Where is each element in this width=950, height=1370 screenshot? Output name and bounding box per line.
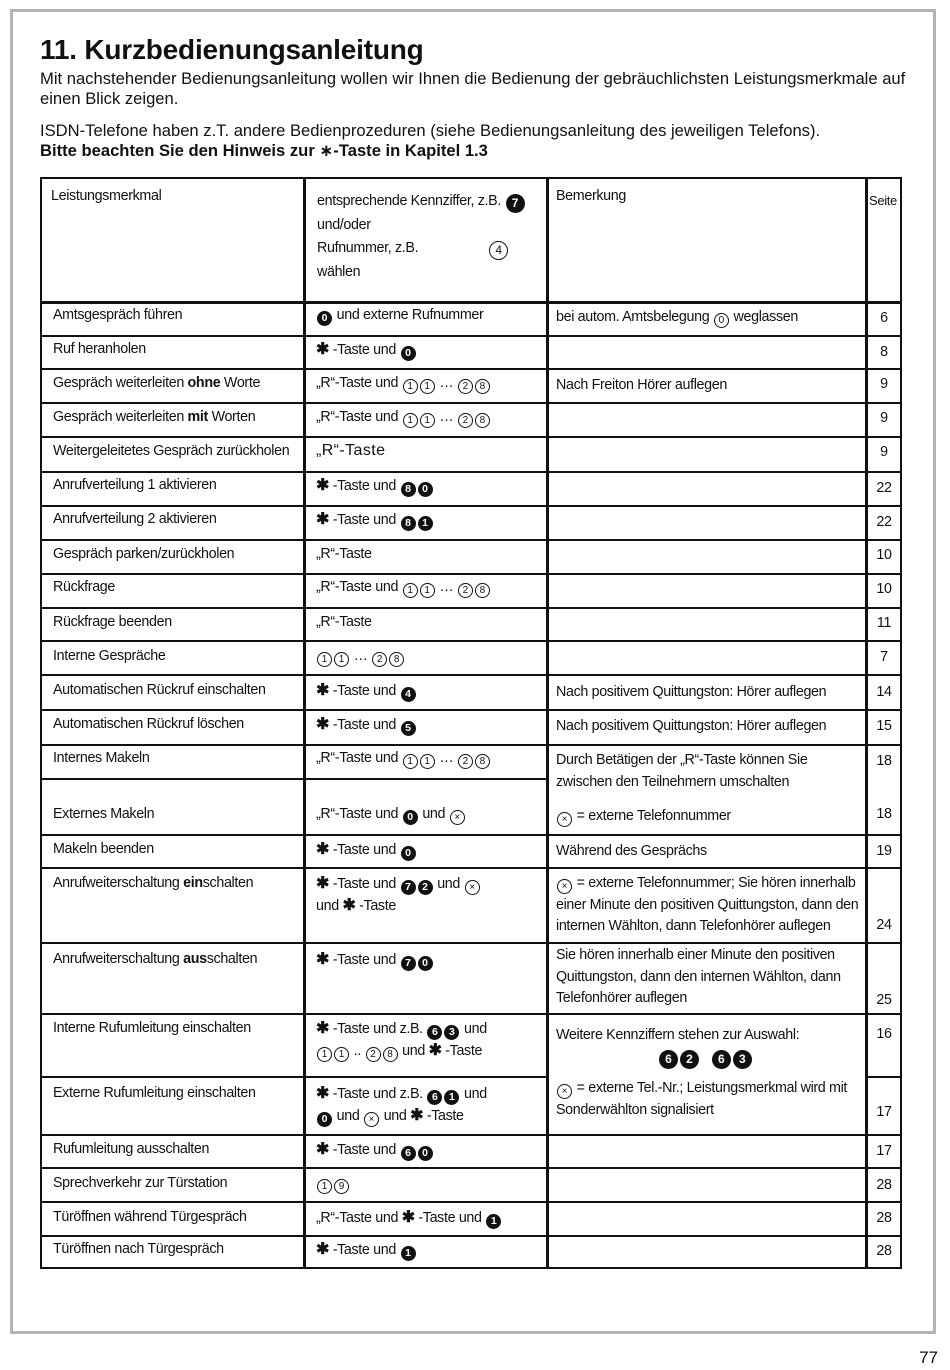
table-cell: × = externe Tel.-Nr.; Leistungsmerkmal wird mit Sonderwählton signalisiert	[556, 1080, 848, 1118]
digit-key-icon: 2	[680, 1050, 699, 1069]
digit-0-icon: 0	[317, 311, 332, 326]
table-cell: Internes Makeln	[53, 750, 150, 766]
digit-key-icon: 6	[427, 1025, 442, 1040]
digit-key-icon: 0	[401, 846, 416, 861]
table-row-page: 15	[876, 718, 892, 734]
row-divider	[40, 1013, 902, 1015]
digit-outline-icon: 1	[317, 652, 332, 667]
row-divider	[40, 335, 902, 337]
digit-outline-icon: 1	[317, 1179, 332, 1194]
row-divider	[40, 471, 902, 473]
row-divider	[40, 867, 902, 869]
table-row-page: 19	[876, 843, 892, 859]
star-key-icon: ✱	[316, 1141, 330, 1158]
row-divider	[40, 1267, 902, 1269]
star-key-icon: ✱	[342, 897, 356, 914]
table-cell: „R“-Taste und 1 1 … 2 8	[316, 748, 491, 770]
row-divider	[40, 573, 902, 575]
digit-key-icon: 0	[418, 1146, 433, 1161]
table-cell: Interne Gespräche	[53, 648, 166, 664]
table-row-page: 9	[880, 376, 888, 392]
table-cell: Gespräch weiterleiten mit Worten	[53, 409, 256, 425]
table-cell: ✱ -Taste und 1	[316, 1239, 417, 1262]
digit-key-icon: 0	[418, 482, 433, 497]
table-cell: ✱ -Taste und 7 0	[316, 949, 434, 972]
digit-key-icon: 8	[401, 482, 416, 497]
digit-outline-icon: 1	[334, 652, 349, 667]
star-key-icon: ✱	[316, 1241, 330, 1258]
digit-key-icon: 3	[733, 1050, 752, 1069]
row-divider	[40, 744, 902, 746]
star-key-icon: ✱	[316, 716, 330, 733]
table-border	[40, 177, 42, 1269]
table-cell: Anrufverteilung 2 aktivieren	[53, 511, 217, 527]
digit-key-icon: 1	[418, 516, 433, 531]
table-cell: × = externe Telefonnummer; Sie hören innerhalb einer Minute den positiven Quittungston, dann den internen Wählton, dann Telefonhörer auflegen	[556, 875, 859, 934]
row-divider	[40, 1167, 902, 1169]
row-divider	[40, 640, 902, 642]
row-divider	[40, 942, 902, 944]
digit-key-icon: 8	[401, 516, 416, 531]
digit-0-outline-icon: 0	[714, 313, 729, 328]
digit-outline-icon: 1	[317, 1047, 332, 1062]
digit-key-icon: 1	[401, 1246, 416, 1261]
table-row-page: 9	[880, 444, 888, 460]
header-remark: Bemerkung	[556, 188, 626, 204]
table-cell: ✱ -Taste und z.B. 6 1 und 0 und × und ✱ -Taste	[316, 1085, 487, 1125]
table-row-page: 22	[876, 480, 892, 496]
table-cell: Nach Freiton Hörer auflegen	[556, 377, 727, 393]
star-key-icon: ✱	[316, 511, 330, 528]
header-divider	[40, 301, 902, 304]
table-cell: „R“-Taste	[316, 546, 372, 562]
star-key-icon: ✱	[316, 951, 330, 968]
table-row-page: 17	[876, 1104, 892, 1120]
digit-key-icon: 6	[659, 1050, 678, 1069]
table-cell: × = externe Telefonnummer	[556, 806, 731, 828]
digit-outline-icon: 1	[403, 754, 418, 769]
table-cell: Makeln beenden	[53, 841, 154, 857]
table-row-page: 28	[876, 1177, 892, 1193]
digit-key-icon: 0	[418, 956, 433, 971]
table-cell: ✱ -Taste und 7 2 und × und ✱ -Taste	[316, 873, 481, 917]
digit-outline-icon: ×	[557, 812, 572, 827]
star-key-icon: ✱	[316, 682, 330, 699]
digit-outline-icon: 1	[334, 1047, 349, 1062]
digit-key-icon: 0	[403, 810, 418, 825]
digit-key-icon: 7	[401, 956, 416, 971]
table-row-page: 28	[876, 1210, 892, 1226]
table-row-remark: bei autom. Amtsbelegung 0 weglassen	[556, 309, 798, 326]
star-key-icon: ✱	[316, 341, 330, 358]
table-cell: Rückfrage beenden	[53, 614, 172, 630]
digit-key-icon: 5	[401, 721, 416, 736]
table-row-page: 24	[876, 917, 892, 933]
table-cell: Gespräch parken/zurückholen	[53, 546, 235, 562]
page-title: 11. Kurzbedienungsanleitung	[40, 34, 424, 65]
table-row-page: 18	[876, 806, 892, 822]
header-code: entsprechende Kennziffer, z.B. 7 und/oder Rufnummer, z.B. 4 wählen	[317, 190, 526, 284]
table-cell: „R“-Taste und 0 und ×	[316, 804, 466, 826]
digit-outline-icon: 8	[475, 583, 490, 598]
digit-key-icon: 6	[427, 1090, 442, 1105]
digit-outline-icon: 1	[420, 413, 435, 428]
digit-key-icon: 4	[401, 687, 416, 702]
digit-outline-icon: 1	[420, 379, 435, 394]
table-cell: „R“-Taste	[316, 614, 372, 630]
table-cell: Weitergeleitetes Gespräch zurückholen	[53, 443, 290, 459]
digit-4-outline-icon: 4	[489, 241, 508, 260]
table-cell: Sprechverkehr zur Türstation	[53, 1175, 228, 1191]
table-cell	[316, 1173, 350, 1195]
row-divider	[40, 1235, 902, 1237]
digit-outline-icon: ×	[557, 879, 572, 894]
table-cell: Sie hören innerhalb einer Minute den positiven Quittungston, dann den internen Wählton, dann Telefonhörer auflegen	[556, 947, 841, 1006]
digit-key-icon: 0	[317, 1112, 332, 1127]
table-cell: Weitere Kennziffern stehen zur Auswahl:	[556, 1027, 800, 1043]
row-divider	[40, 505, 902, 507]
column-divider	[546, 177, 549, 1269]
digit-outline-icon: 2	[458, 413, 473, 428]
digit-key-icon: 2	[418, 880, 433, 895]
header-page: Seite	[869, 193, 897, 208]
table-cell: 1 1 … 2 8	[316, 646, 405, 668]
row-divider	[40, 1134, 902, 1136]
digit-key-icon: 1	[444, 1090, 459, 1105]
table-cell: Durch Betätigen der „R“-Taste können Sie zwischen den Teilnehmern umschalten	[556, 752, 808, 790]
row-divider	[40, 1201, 902, 1203]
table-cell: Während des Gesprächs	[556, 843, 707, 859]
intro-text: Mit nachstehender Bedienungsanleitung wollen wir Ihnen die Bedienung der gebräuchlichsten Leistungsmerkmale auf einen Blick zeigen.	[40, 69, 906, 108]
row-divider	[40, 368, 902, 370]
digit-outline-icon: 2	[458, 583, 473, 598]
digit-outline-icon: 8	[475, 379, 490, 394]
table-row-page: 9	[880, 410, 888, 426]
row-divider	[866, 1076, 902, 1078]
table-cell: „R“-Taste und ✱ -Taste und 1	[316, 1207, 502, 1230]
table-cell: ✱ -Taste und 4	[316, 680, 417, 703]
table-cell: „R“-Taste und 1 1 … 2 8	[316, 373, 491, 395]
table-row-page: 10	[876, 547, 892, 563]
quick-reference-table	[40, 177, 902, 1269]
row-divider	[40, 177, 902, 179]
star-key-icon: ✱	[316, 477, 330, 494]
star-key-icon: ✱	[316, 1020, 330, 1037]
digit-key-icon: 3	[444, 1025, 459, 1040]
digit-key-icon: 0	[401, 346, 416, 361]
star-key-icon: ✱	[316, 1085, 330, 1102]
table-cell: Ruf heranholen	[53, 341, 146, 357]
table-cell: Rückfrage	[53, 579, 116, 595]
table-cell: ✱ -Taste und 8 0	[316, 475, 434, 498]
table-cell: ✱ -Taste und 6 0	[316, 1139, 434, 1162]
digit-outline-icon: 8	[475, 754, 490, 769]
table-row-page: 18	[876, 753, 892, 769]
digit-outline-icon: 8	[475, 413, 490, 428]
table-row-page: 22	[876, 514, 892, 530]
table-cell: ✱ -Taste und z.B. 6 3 und 1 1 .. 2 8 und ✱ -Taste	[316, 1020, 487, 1060]
digit-outline-icon: 2	[458, 379, 473, 394]
table-cell: Interne Rufumleitung einschalten	[53, 1020, 251, 1036]
digit-outline-icon: 2	[366, 1047, 381, 1062]
star-key-icon: ✱	[401, 1209, 415, 1226]
star-key-icon: ✱	[316, 875, 330, 892]
table-cell: „R“-Taste und 1 1 … 2 8	[316, 407, 491, 429]
digit-outline-icon: 1	[420, 754, 435, 769]
isdn-note: ISDN-Telefone haben z.T. andere Bedienprozeduren (siehe Bedienungsanleitung des jeweiligen Telefons).	[40, 121, 821, 140]
row-divider	[40, 402, 902, 404]
digit-outline-icon: 2	[372, 652, 387, 667]
table-cell: ✱ -Taste und 0	[316, 339, 417, 362]
row-divider	[40, 607, 902, 609]
digit-outline-icon: 1	[403, 379, 418, 394]
digit-outline-icon: ×	[465, 880, 480, 895]
digit-outline-icon: 1	[420, 583, 435, 598]
digit-outline-icon: 9	[334, 1179, 349, 1194]
table-row-page: 16	[876, 1026, 892, 1042]
star-key-hint: Bitte beachten Sie den Hinweis zur ∗-Taste in Kapitel 1.3	[40, 141, 488, 160]
table-row-page: 11	[876, 615, 892, 631]
table-cell: „R“-Taste	[316, 442, 386, 459]
star-key-icon: ✱	[428, 1042, 442, 1059]
table-row-feature: Amtsgespräch führen	[53, 307, 183, 323]
table-cell: ✱ -Taste und 0	[316, 839, 417, 862]
table-row-page: 28	[876, 1243, 892, 1259]
digit-key-icon: 6	[712, 1050, 731, 1069]
row-divider	[40, 778, 548, 780]
table-cell: Türöffnen nach Türgespräch	[53, 1241, 224, 1257]
column-divider	[303, 177, 306, 1269]
table-row-code: 0 und externe Rufnummer	[316, 305, 483, 327]
table-row-page: 7	[880, 649, 888, 665]
table-cell: Automatischen Rückruf löschen	[53, 716, 244, 732]
table-cell: Türöffnen während Türgespräch	[53, 1209, 247, 1225]
table-row-page: 17	[876, 1143, 892, 1159]
star-key-icon: ✱	[410, 1107, 424, 1124]
external-number-icon: ×	[450, 810, 465, 825]
row-divider	[40, 539, 902, 541]
star-key-icon: ✱	[316, 841, 330, 858]
digit-outline-icon: 1	[403, 583, 418, 598]
table-cell: Automatischen Rückruf einschalten	[53, 682, 266, 698]
digit-outline-icon: 8	[383, 1047, 398, 1062]
table-cell: Gespräch weiterleiten ohne Worte	[53, 375, 261, 391]
table-cell: Anrufweiterschaltung ausschalten	[53, 951, 258, 967]
table-cell: Anrufverteilung 1 aktivieren	[53, 477, 217, 493]
digit-key-icon: 6	[401, 1146, 416, 1161]
row-divider	[40, 1076, 548, 1078]
alternative-codes	[658, 1047, 753, 1069]
row-divider	[40, 834, 902, 836]
table-cell: „R“-Taste und 1 1 … 2 8	[316, 577, 491, 599]
digit-key-icon: 1	[486, 1214, 501, 1229]
page-number: 77	[919, 1348, 938, 1367]
digit-outline-icon: 8	[389, 652, 404, 667]
row-divider	[40, 709, 902, 711]
table-cell: Externe Rufumleitung einschalten	[53, 1085, 256, 1101]
table-row-page: 6	[880, 310, 888, 326]
digit-key-icon: 7	[401, 880, 416, 895]
table-cell: ✱ -Taste und 8 1	[316, 509, 434, 532]
table-row-page: 8	[880, 344, 888, 360]
table-cell: Nach positivem Quittungston: Hörer auflegen	[556, 718, 827, 734]
table-cell: Anrufweiterschaltung einschalten	[53, 875, 254, 891]
digit-outline-icon: 1	[403, 413, 418, 428]
table-cell: Nach positivem Quittungston: Hörer auflegen	[556, 684, 827, 700]
header-feature: Leistungsmerkmal	[51, 188, 162, 204]
table-cell: Rufumleitung ausschalten	[53, 1141, 210, 1157]
table-cell: Externes Makeln	[53, 806, 155, 822]
digit-outline-icon: ×	[364, 1112, 379, 1127]
row-divider	[40, 436, 902, 438]
digit-outline-icon: 2	[458, 754, 473, 769]
digit-7-icon: 7	[506, 194, 525, 213]
row-divider	[40, 674, 902, 676]
table-row-page: 14	[876, 684, 892, 700]
table-row-page: 25	[876, 992, 892, 1008]
table-cell: ✱ -Taste und 5	[316, 714, 417, 737]
table-row-page: 10	[876, 581, 892, 597]
digit-outline-icon: ×	[557, 1084, 572, 1099]
